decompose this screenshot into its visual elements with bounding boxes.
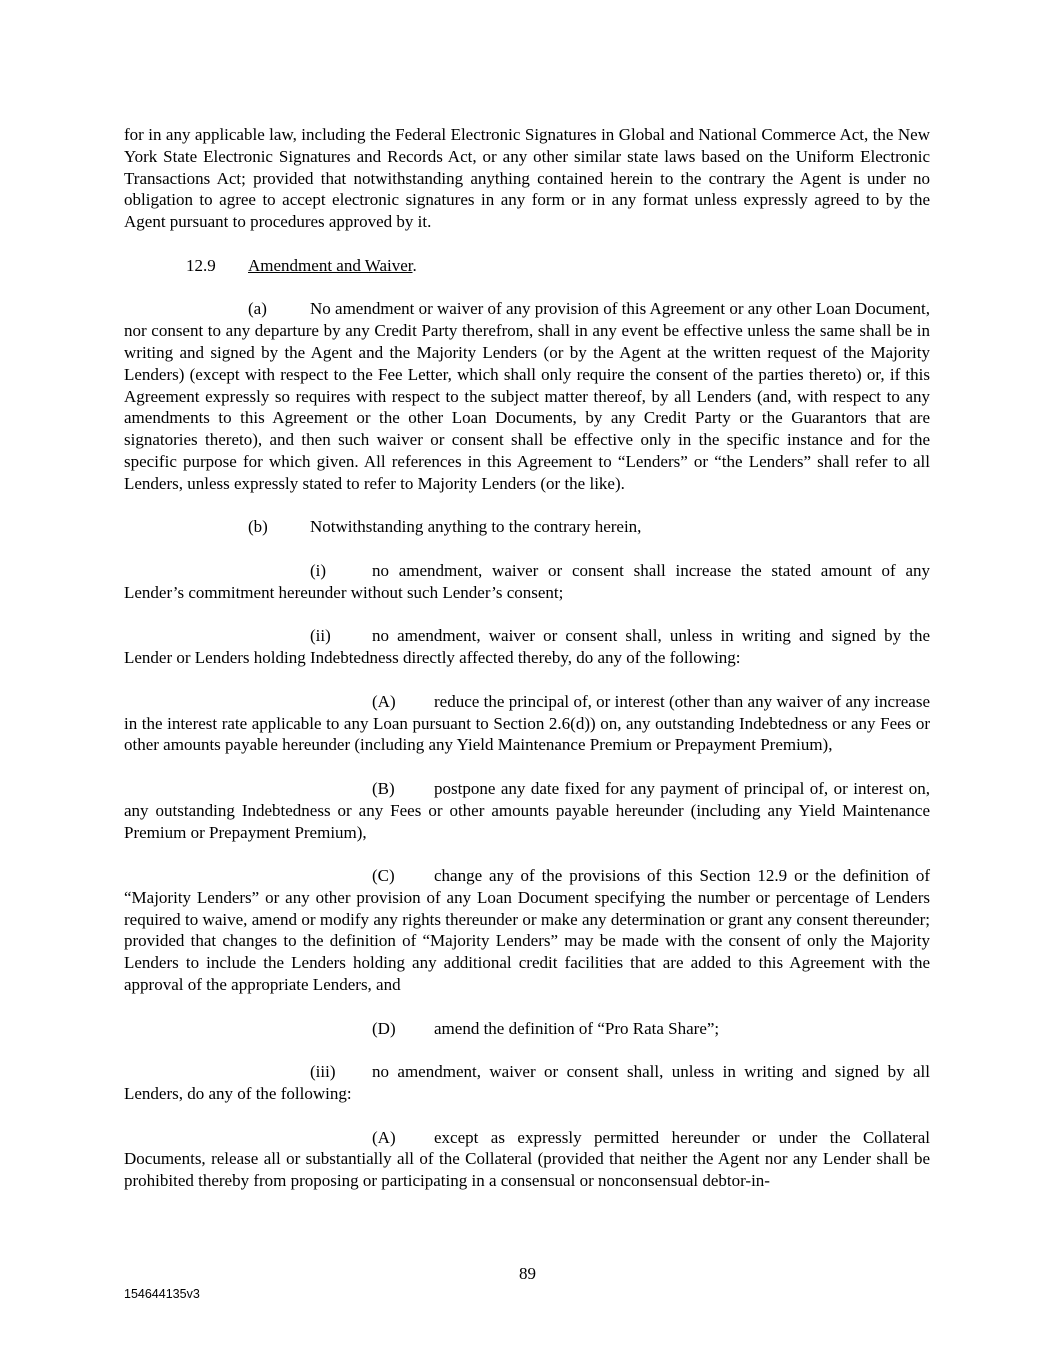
clause-b-ii-A	[124, 691, 930, 756]
clause-b-ii-B-text: postpone any date fixed for any payment of principal of, or interest on, any outstanding Indebtedness or any Fees or other amounts payable hereunder (including any Yield Maintenance Premium or Prepayment Premium),	[124, 778, 930, 842]
clause-b-ii	[124, 625, 930, 669]
clause-b-ii-C	[124, 865, 930, 996]
clause-b-text: Notwithstanding anything to the contrary herein,	[310, 517, 642, 537]
clause-b-iii-label: (iii)	[310, 1062, 336, 1082]
clause-b-ii-D-label: (D)	[372, 1018, 396, 1038]
clause-b-ii-A-text: reduce the principal of, or interest (other than any waiver of any increase in the interest rate applicable to any Loan pursuant to Section 2.6(d)) on, any outstanding Indebtedness or any Fees or other amounts payable hereunder (including any Yield Maintenance Premium or Prepayment Premium),	[124, 691, 930, 755]
clause-b-i-text: no amendment, waiver or consent shall increase the stated amount of any Lender’s commitment hereunder without such Lender’s consent;	[124, 560, 930, 602]
clause-b-iii-A-text: except as expressly permitted hereunder or under the Collateral Documents, release all or substantially all of the Collateral (provided that neither the Agent nor any Lender shall be prohibited thereby from proposing or participating in a consensual or nonconsensual debtor-in-	[124, 1127, 930, 1191]
document-id: 154644135v3	[124, 1287, 200, 1301]
clause-a-text: No amendment or waiver of any provision of this Agreement or any other Loan Document, nor consent to any departure by any Credit Party therefrom, shall in any event be effective unless the same shall be in writing and signed by the Agent and the Majority Lenders (or by the Agent at the written request of the Majority Lenders) (except with respect to the Fee Letter, which shall only require the consent of the parties thereto) or, if this Agreement expressly so requires with respect to the subject matter thereof, by all Lenders (and, with respect to any amendments to this Agreement or the other Loan Documents, by any Credit Party or the Guarantors that are signatories thereto), and then such waiver or consent shall be effective only in the specific instance and for the specific purpose for which given. All references in this Agreement to “Lenders” or “the Lenders” shall refer to all Lenders, unless expressly stated to refer to Majority Lenders (or the like).	[124, 299, 930, 493]
clause-a	[124, 298, 930, 494]
document-body	[124, 124, 930, 1192]
clause-b-ii-D	[124, 1018, 930, 1040]
intro-paragraph: for in any applicable law, including the Federal Electronic Signatures in Global and National Commerce Act, the New York State Electronic Signatures and Records Act, or any other similar state laws based on the Uniform Electronic Transactions Act; provided that notwithstanding anything contained herein to the contrary the Agent is under no obligation to agree to accept electronic signatures in any form or in any format unless expressly agreed to by the Agent pursuant to procedures approved by it.	[124, 125, 930, 232]
clause-b-iii	[124, 1061, 930, 1105]
clause-b	[124, 516, 930, 538]
clause-b-ii-D-text: amend the definition of “Pro Rata Share”;	[434, 1018, 720, 1038]
clause-b-i-label: (i)	[310, 560, 327, 580]
section-title-punct: .	[412, 255, 417, 275]
clause-a-label: (a)	[248, 299, 267, 319]
clause-b-ii-C-text: change any of the provisions of this Section 12.9 or the definition of “Majority Lenders” or any other provision of any Loan Document specifying the number or percentage of Lenders required to waive, amend or modify any rights thereunder or make any determination or grant any consent thereunder; provided that changes to the definition of “Majority Lenders” may be made with the consent of only the Majority Lenders to include the Lenders holding any additional credit facilities that are added to this Agreement with the approval of the appropriate Lenders, and	[124, 866, 930, 995]
clause-b-iii-text: no amendment, waiver or consent shall, unless in writing and signed by all Lenders, do any of the following:	[124, 1062, 930, 1104]
clause-b-ii-C-label: (C)	[372, 866, 395, 886]
clause-b-label: (b)	[248, 517, 268, 537]
clause-b-ii-A-label: (A)	[372, 691, 396, 711]
section-title: Amendment and Waiver	[248, 255, 413, 275]
clause-b-ii-B	[124, 778, 930, 843]
clause-b-iii-A	[124, 1127, 930, 1192]
clause-b-iii-A-label: (A)	[372, 1127, 396, 1147]
clause-b-ii-text: no amendment, waiver or consent shall, unless in writing and signed by the Lender or Lenders holding Indebtedness directly affected thereby, do any of the following:	[124, 626, 930, 668]
clause-b-i	[124, 560, 930, 604]
section-heading	[124, 255, 930, 277]
page-number: 89	[519, 1264, 536, 1283]
clause-b-ii-label: (ii)	[310, 626, 331, 646]
section-number: 12.9	[186, 255, 216, 275]
clause-b-ii-B-label: (B)	[372, 778, 395, 798]
